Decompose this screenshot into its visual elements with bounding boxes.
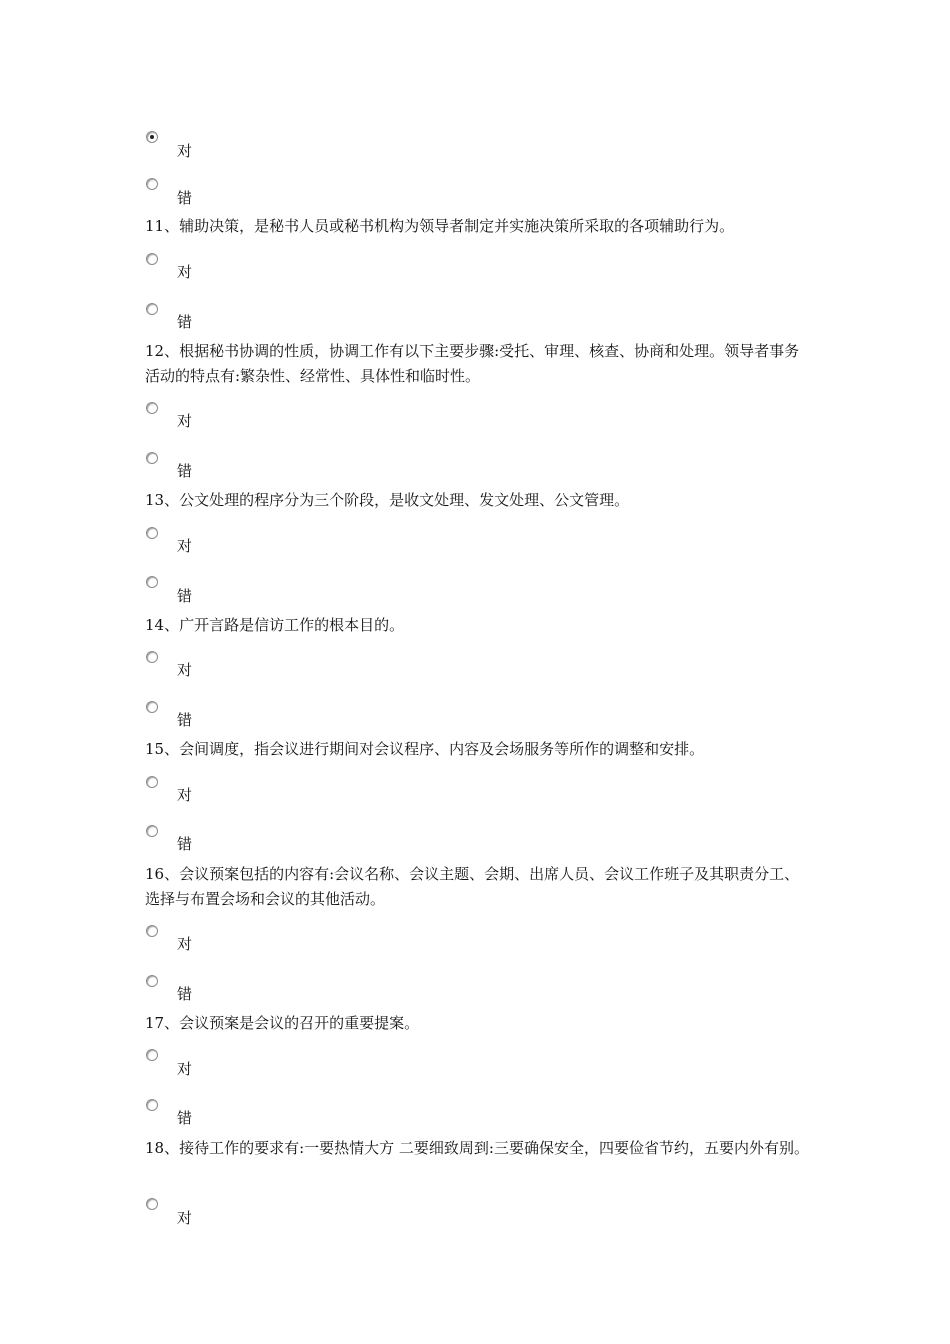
q10-label-false: 错: [177, 189, 193, 207]
q16-radio-false[interactable]: [146, 975, 158, 987]
q12-label-true: 对: [177, 412, 193, 430]
q12-label-false: 错: [177, 462, 193, 480]
q13-label-false: 错: [177, 587, 193, 605]
q17-label-true: 对: [177, 1060, 193, 1078]
q13-label-true: 对: [177, 537, 193, 555]
question-14-text: 14、广开言路是信访工作的根本目的。: [145, 616, 405, 634]
q15-label-true: 对: [177, 786, 193, 804]
q13-radio-false[interactable]: [146, 576, 158, 588]
q15-radio-false[interactable]: [146, 825, 158, 837]
q10-radio-true[interactable]: [146, 131, 158, 143]
question-15-text: 15、会间调度，指会议进行期间对会议程序、内容及会场服务等所作的调整和安排。: [145, 740, 705, 758]
q16-label-true: 对: [177, 935, 193, 953]
q16-radio-true[interactable]: [146, 925, 158, 937]
q10-label-true: 对: [177, 142, 193, 160]
q18-label-true: 对: [177, 1209, 193, 1227]
question-13-text: 13、公文处理的程序分为三个阶段，是收文处理、发文处理、公文管理。: [145, 491, 630, 509]
question-18-text: 18、接待工作的要求有:一要热情大方 二要细致周到:三要确保安全，四要俭省节约，五要内外有别。: [145, 1139, 809, 1157]
question-16-text: 16、会议预案包括的内容有:会议名称、会议主题、会期、出席人员、会议工作班子及其职责分工、选择与布置会场和会议的其他活动。: [145, 865, 800, 908]
q13-radio-true[interactable]: [146, 527, 158, 539]
q12-radio-true[interactable]: [146, 402, 158, 414]
q18-radio-true[interactable]: [146, 1198, 158, 1210]
q10-radio-false[interactable]: [146, 178, 158, 190]
q17-radio-true[interactable]: [146, 1049, 158, 1061]
q16-label-false: 错: [177, 985, 193, 1003]
question-17-text: 17、会议预案是会议的召开的重要提案。: [145, 1014, 420, 1032]
q12-radio-false[interactable]: [146, 452, 158, 464]
q11-label-true: 对: [177, 263, 193, 281]
q14-radio-false[interactable]: [146, 701, 158, 713]
q11-label-false: 错: [177, 313, 193, 331]
q17-radio-false[interactable]: [146, 1099, 158, 1111]
q11-radio-true[interactable]: [146, 253, 158, 265]
q11-radio-false[interactable]: [146, 303, 158, 315]
q14-label-true: 对: [177, 661, 193, 679]
q14-label-false: 错: [177, 711, 193, 729]
question-12-text: 12、根据秘书协调的性质，协调工作有以下主要步骤:受托、审理、核查、协商和处理。领导者事务活动的特点有:繁杂性、经常性、具体性和临时性。: [145, 342, 800, 385]
q15-radio-true[interactable]: [146, 776, 158, 788]
q15-label-false: 错: [177, 835, 193, 853]
q14-radio-true[interactable]: [146, 651, 158, 663]
question-11-text: 11、辅助决策，是秘书人员或秘书机构为领导者制定并实施决策所采取的各项辅助行为。: [145, 217, 735, 235]
q17-label-false: 错: [177, 1109, 193, 1127]
